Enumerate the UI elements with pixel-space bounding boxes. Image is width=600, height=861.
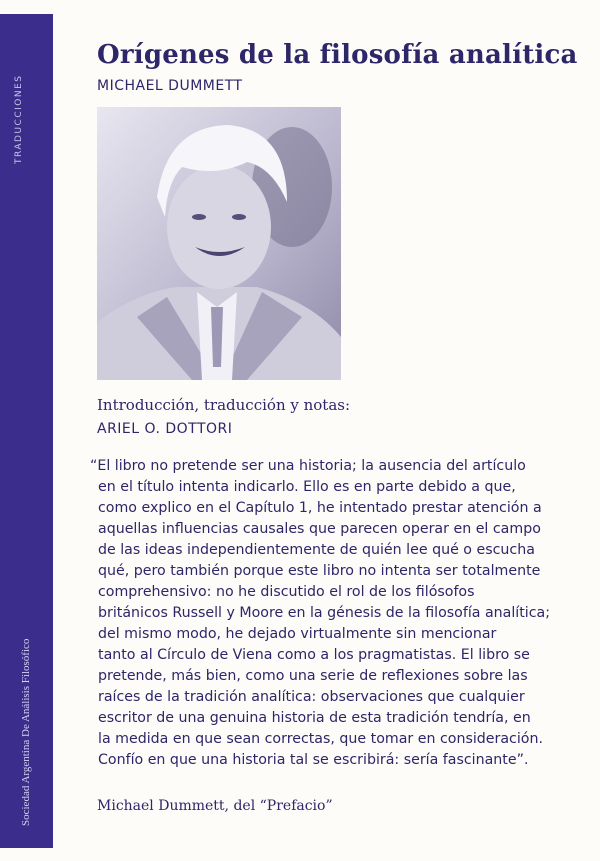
publisher-label: Sociedad Argentina De Análisis Filosófico (20, 638, 32, 826)
quote-line: comprehensivo: no he discutido el rol de los filósofos (98, 584, 475, 600)
quote-line: del mismo modo, he dejado virtualmente sin mencionar (98, 626, 497, 642)
author-portrait (97, 107, 341, 380)
quote-line: escritor de una genuina historia de esta tradición tendría, en (98, 710, 531, 726)
book-author: MICHAEL DUMMETT (97, 78, 243, 94)
quote-line: tanto al Círculo de Viena como a los pragmatistas. El libro se (98, 647, 530, 663)
translator-name: ARIEL O. DOTTORI (97, 421, 233, 437)
quote-line: pretende, más bien, como una serie de reflexiones sobre las (98, 668, 528, 684)
back-quote (90, 456, 550, 771)
quote-line: aquellas influencias causales que parecen operar en el campo (98, 521, 541, 537)
quote-line: británicos Russell y Moore en la génesis de la filosofía analítica; (98, 605, 551, 621)
series-label: TRADUCCIONES (14, 74, 24, 164)
quote-line: Confío en que una historia tal se escribirá: sería fascinante”. (98, 752, 529, 768)
quote-line: como explico en el Capítulo 1, he intentado prestar atención a (98, 500, 542, 516)
quote-line: de las ideas independientemente de quién lee qué o escucha (98, 542, 535, 558)
quote-line: la medida en que sean correctas, que tomar en consideración. (98, 731, 543, 747)
quote-line: “El libro no pretende ser una historia; la ausencia del artículo (90, 458, 526, 474)
intro-label: Introducción, traducción y notas: (97, 396, 351, 414)
quote-line: raíces de la tradición analítica: observaciones que cualquier (98, 689, 525, 705)
quote-attribution: Michael Dummett, del “Prefacio” (97, 798, 333, 814)
book-title: Orígenes de la filosofía analítica (97, 40, 578, 70)
quote-line: en el título intenta indicarlo. Ello es en parte debido a que, (98, 479, 516, 495)
spine-band (0, 14, 53, 848)
quote-line: qué, pero también porque este libro no intenta ser totalmente (98, 563, 541, 579)
